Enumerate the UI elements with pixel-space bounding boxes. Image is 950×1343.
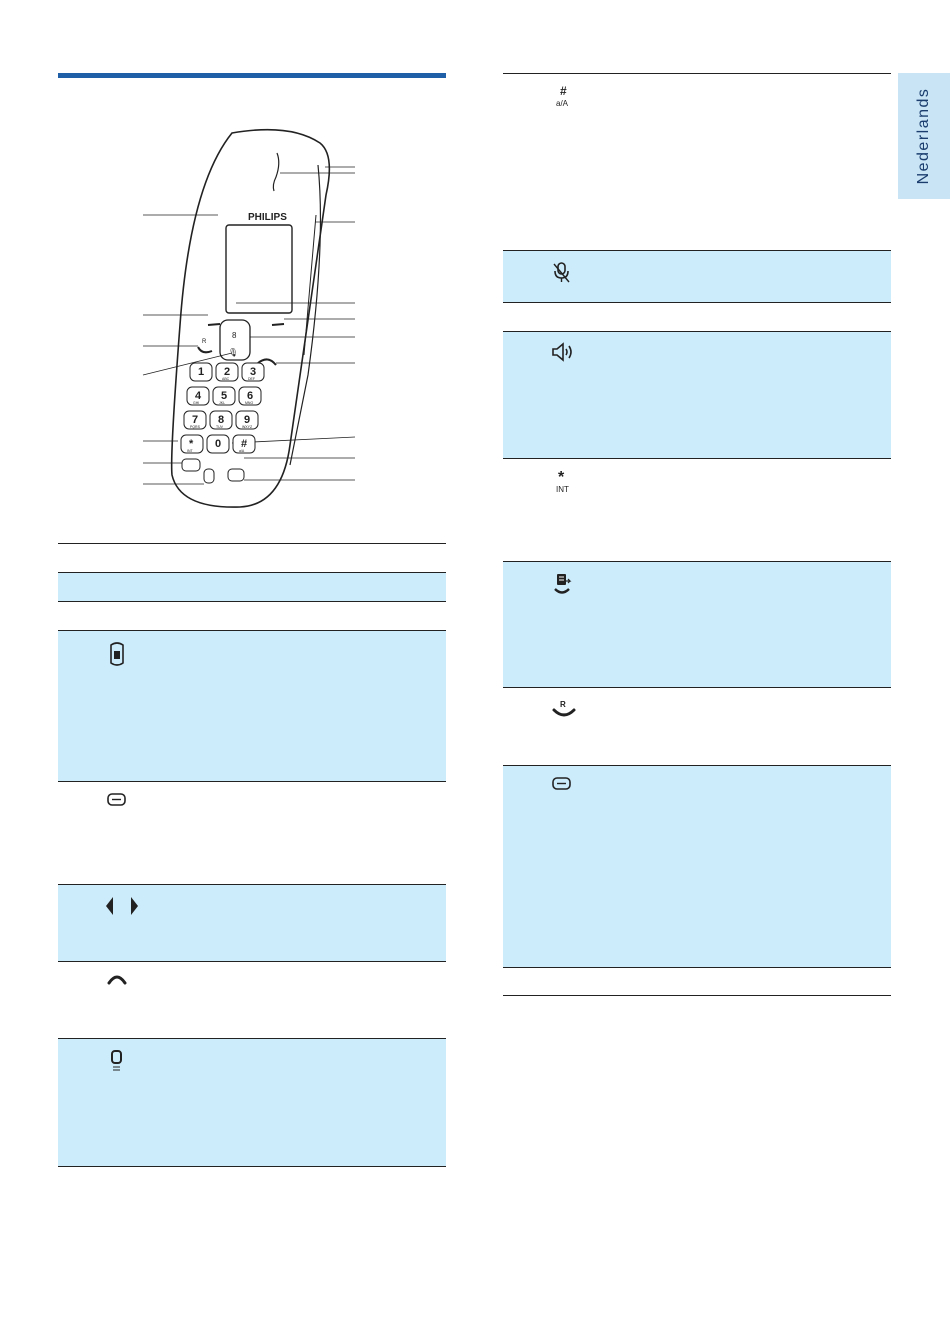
keypad-letters: DEF <box>248 377 255 381</box>
keypad-digit: 5 <box>221 390 228 402</box>
keypad-digit: * <box>189 438 194 450</box>
softkey-icon <box>551 776 573 798</box>
section-header-bar <box>58 73 446 78</box>
keypad-digit: 1 <box>198 366 205 378</box>
keypad-letters: a/A <box>239 449 245 453</box>
table-row <box>503 302 891 332</box>
keypad-letters: ABC <box>222 377 230 381</box>
table-row <box>58 1038 446 1167</box>
star-int-key-icon <box>551 469 573 494</box>
table-bottom-rule <box>58 1166 446 1167</box>
keypad-letters: TUV <box>216 425 223 429</box>
table-row <box>58 781 446 885</box>
keypad-digit: 6 <box>247 390 254 402</box>
keypad-letters: GHI <box>193 401 200 405</box>
table-row <box>58 961 446 1039</box>
table-row <box>503 967 891 996</box>
phonebook-icon <box>106 641 128 663</box>
svg-text:🎙: 🎙 <box>228 348 239 357</box>
keypad-key <box>236 411 258 429</box>
keypad-key <box>207 435 229 453</box>
table-row <box>503 73 891 251</box>
keypad-digit: 0 <box>215 438 222 450</box>
keypad-key <box>187 387 209 405</box>
keypad-letters: MNO <box>245 401 254 405</box>
keypad-letters: INT <box>187 449 193 453</box>
svg-text:INT: INT <box>556 485 569 494</box>
talk-recall-icon <box>551 698 573 720</box>
language-label: Nederlands <box>915 87 932 185</box>
keypad-key <box>213 387 235 405</box>
zero-key-icon <box>106 1049 128 1071</box>
hash-key-icon <box>551 84 573 106</box>
svg-text:R: R <box>202 339 207 345</box>
table-row <box>58 543 446 573</box>
table-bottom-rule <box>503 995 891 996</box>
keypad-key <box>233 435 255 453</box>
handset-illustration <box>140 125 360 520</box>
display-screen <box>226 225 292 313</box>
table-row <box>58 630 446 782</box>
language-tab[interactable] <box>898 73 950 199</box>
speaker-icon <box>551 342 573 364</box>
keypad-key <box>184 411 206 429</box>
left-right-arrows-icon <box>103 895 125 917</box>
left-controls-table <box>58 543 446 1166</box>
keypad-letters: WXYZ <box>242 425 253 429</box>
keypad-letters: JKL <box>219 401 226 405</box>
table-row <box>58 884 446 962</box>
table-row <box>58 601 446 631</box>
keypad-key <box>239 387 261 405</box>
keypad-digit: # <box>241 438 248 450</box>
end-call-icon <box>106 972 128 994</box>
keypad-key <box>190 363 212 381</box>
keypad-digit: 8 <box>218 414 225 426</box>
table-row <box>503 687 891 766</box>
mute-icon <box>551 261 573 283</box>
keypad-key <box>210 411 232 429</box>
svg-text:*: * <box>558 469 565 486</box>
keypad-letters: PQRS <box>190 425 200 429</box>
brand-logo: PHILIPS <box>248 212 287 223</box>
table-row <box>503 458 891 562</box>
keypad-digit: 2 <box>224 366 231 378</box>
svg-text:a/A: a/A <box>556 99 569 108</box>
svg-text:R: R <box>560 700 566 709</box>
table-row <box>503 331 891 459</box>
keypad-key <box>242 363 264 381</box>
keypad-key <box>181 435 203 453</box>
keypad-digit: 9 <box>244 414 251 426</box>
table-row <box>503 561 891 688</box>
table-row <box>503 250 891 303</box>
redial-icon <box>551 572 573 594</box>
keypad-digit: 3 <box>250 366 257 378</box>
right-controls-table <box>503 73 891 994</box>
keypad-key <box>216 363 238 381</box>
svg-text:#: # <box>560 84 567 98</box>
softkey-icon <box>106 792 128 814</box>
keypad-digit: 4 <box>195 390 202 402</box>
keypad-digit: 7 <box>192 414 199 426</box>
table-row <box>58 572 446 602</box>
svg-text:8: 8 <box>232 331 237 340</box>
table-row <box>503 765 891 968</box>
